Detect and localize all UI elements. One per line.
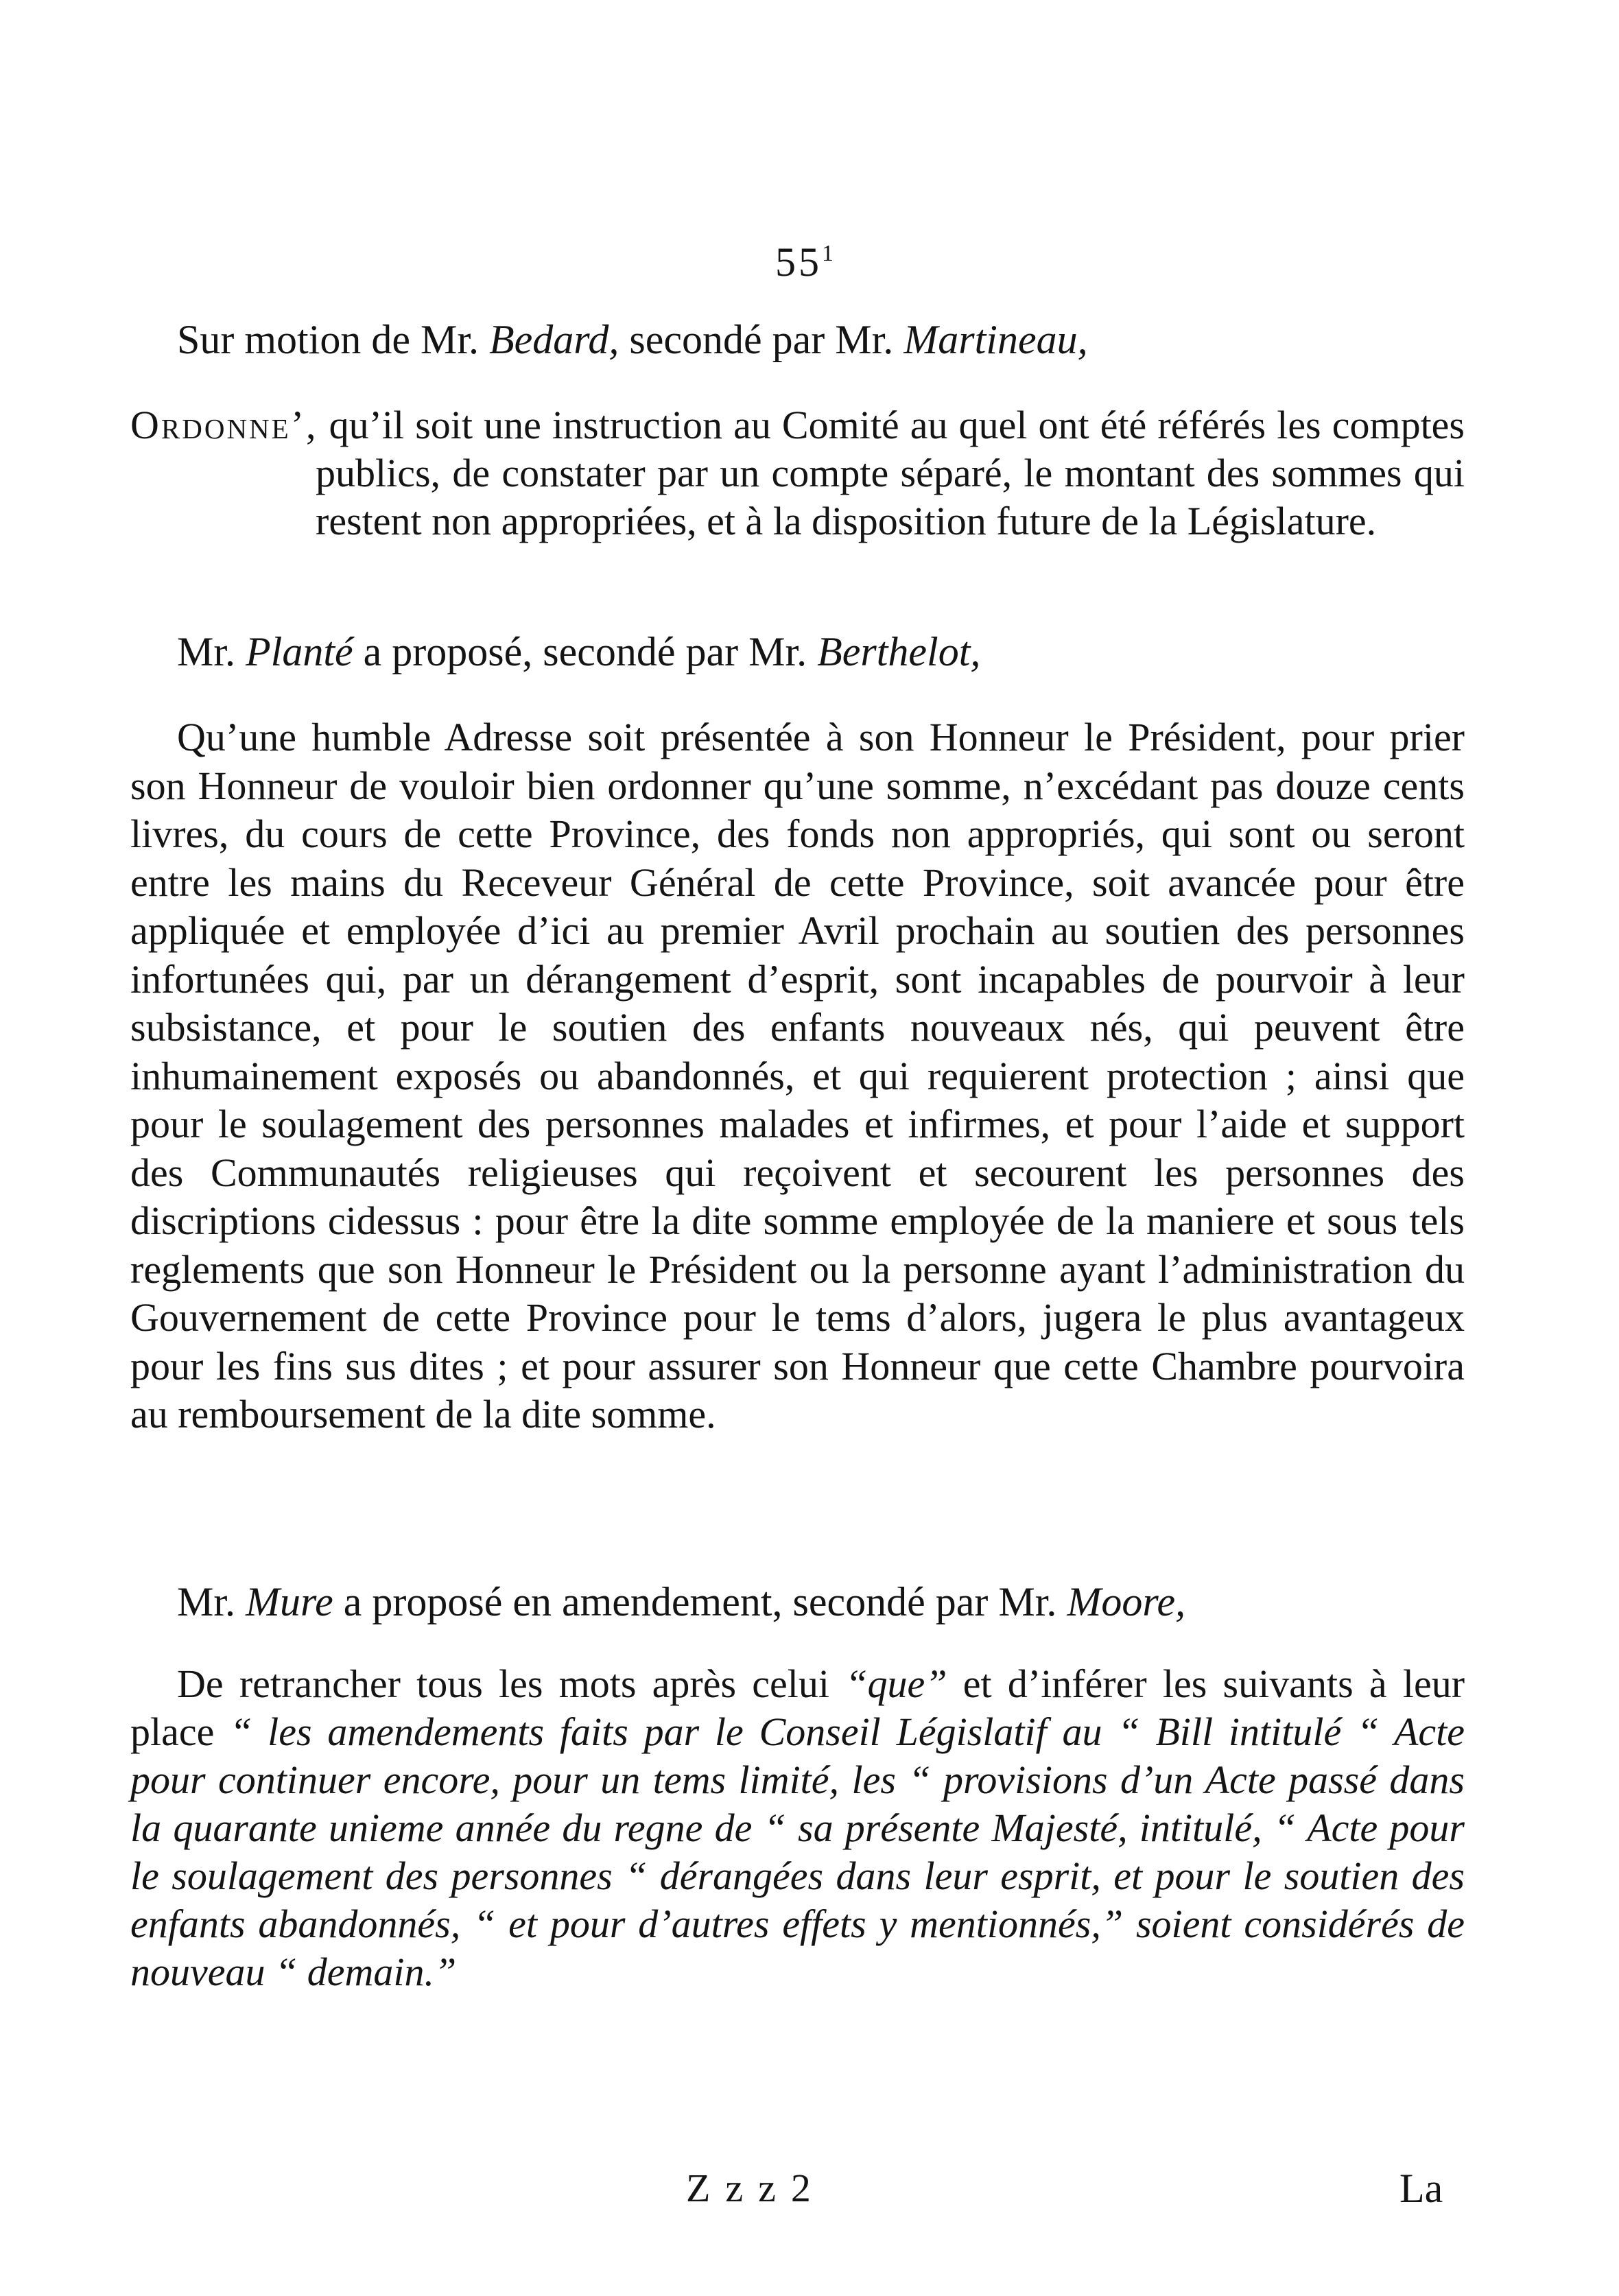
page-number — [775, 230, 836, 286]
motion-bedard — [177, 316, 1088, 364]
amendment-paragraph — [130, 1660, 1465, 1996]
motion-plante — [177, 628, 980, 676]
motion-prefix: Mr. — [177, 629, 236, 674]
amendment-middle: et d’inférer les suivants à leur place — [130, 1661, 1465, 1754]
signature-mark: Zzz2 — [686, 2166, 826, 2210]
amendment-start: De retrancher tous les mots après celui — [177, 1661, 829, 1706]
amendment-quoted-word: “que” — [845, 1661, 947, 1706]
page-number-main: 55 — [775, 239, 822, 285]
motion-middle: a proposé, secondé par Mr. — [363, 629, 807, 674]
seconder-name: Berthelot, — [817, 629, 981, 674]
seconded-text: secondé par Mr. — [629, 317, 894, 362]
seconder-name: Martineau, — [903, 317, 1088, 362]
adresse-paragraph: Qu’une humble Adresse soit présentée à son Honneur le Président, pour prier son Honneur de vouloir bien ordonner qu’une somme, n’excédant pas douze cents livres, du cours de cette Province, des fonds non appropriés, qui sont ou seront entre les mains du Receveur Général de cette Province, soit avancée pour être appliquée et employée d’ici au premier Avril prochain au soutien des personnes infortunées qui, par un dérangement d’esprit, sont incapables de pourvoir à leur subsistance, et pour le soutien des enfants nouveaux nés, qui peuvent être inhumainement exposés ou abandonnés, et qui requierent protection ; ainsi que pour le soulagement des personnes malades et infirmes, et pour l’aide et support des Communautés religieuses qui reçoivent et secourent les personnes des discriptions cidessus : pour être la dite somme employée de la maniere et sous tels reglements que son Honneur le Président ou la personne ayant l’administration du Gouvernement de cette Province pour le tems d’alors, jugera le plus avantageux pour les fins sus dites ; et pour assurer son Honneur que cette Chambre pourvoira au remboursement de la dite somme. — [130, 715, 1465, 1436]
amendment-italic-text: “ les amendements faits par le Conseil Législatif au “ Bill intitulé “ Acte pour continuer encore, pour un tems limité, les “ provisions d’un Acte passé dans la quarante unieme année du regne de “ sa présente Majesté, intitulé, “ Acte pour le soulagement des personnes “ dérangées dans leur esprit, et pour le soutien des enfants abandonnés, “ et pour d’autres effets y mentionnés,” soient considérés de nouveau “ demain.” — [130, 1709, 1465, 1994]
mover-name: Bedard, — [489, 317, 619, 362]
page-number-superscript: 1 — [822, 241, 836, 266]
mover-name: Mure — [246, 1579, 333, 1624]
motion-prefix: Sur motion de Mr. — [177, 317, 480, 362]
catchword: La — [1399, 2166, 1443, 2211]
ordonne-paragraph — [130, 401, 1465, 545]
seconder-name: Moore, — [1067, 1579, 1186, 1624]
motion-middle: a proposé en amendement, secondé par Mr. — [343, 1579, 1057, 1624]
mover-name: Planté — [246, 629, 353, 674]
motion-prefix: Mr. — [177, 1579, 236, 1624]
ordonne-heading: Ordonne’, — [130, 403, 318, 447]
ordonne-text: qu’il soit une instruction au Comité au quel ont été référés les comptes publics, de constater par un compte séparé, le montant des sommes qui restent non appropriées, et à la disposition future de la Législature. — [316, 403, 1465, 543]
motion-mure — [177, 1578, 1185, 1626]
